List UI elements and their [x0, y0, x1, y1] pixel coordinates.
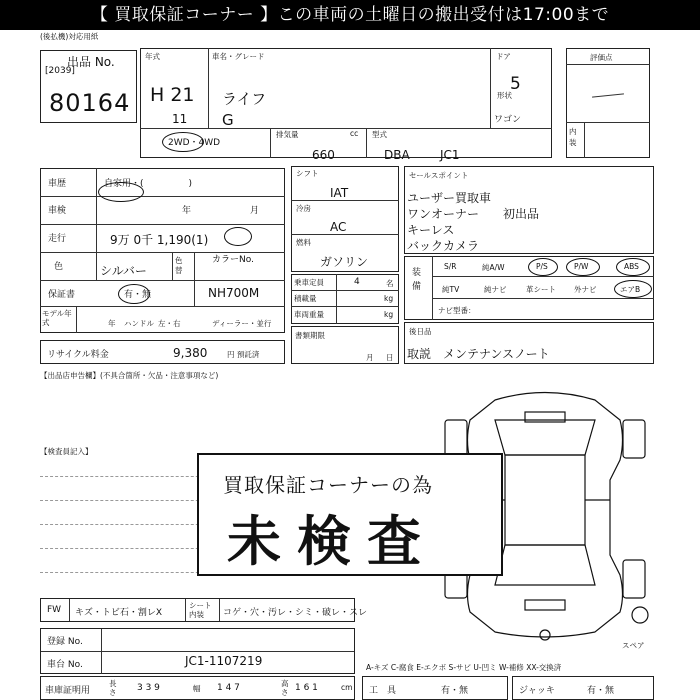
model-code-prefix: DBA: [384, 148, 410, 162]
displacement-value: 660: [312, 148, 335, 162]
equip-alloy: 純A/W: [482, 263, 505, 272]
history-value: 自家用・( ): [104, 179, 193, 189]
model-code-value: JC1: [440, 148, 460, 162]
seller-notes-label: 【出品店申告欄】(不具合箇所・欠品・注意事項など): [40, 371, 219, 380]
width-label: 幅: [193, 684, 201, 693]
stamp-line-1: 買取保証コーナーの為: [223, 473, 433, 497]
spare-label: スペア: [622, 641, 645, 650]
inspection-month: 月: [250, 206, 260, 216]
pw-circle: [566, 258, 600, 276]
mileage-label: 走行: [48, 234, 67, 244]
size-row: [40, 676, 355, 700]
recycle-unit: 円 預託済: [227, 350, 260, 359]
tools-label: 工 具: [369, 686, 397, 696]
model-change-year: 年: [108, 319, 116, 328]
capacity-label: 乗車定員: [294, 278, 324, 287]
drive-circle: [162, 132, 204, 152]
color-change-label: 色替: [175, 256, 183, 275]
reg-no-label: 登録 No.: [47, 637, 83, 647]
load-label: 積載量: [294, 294, 317, 303]
registration-expiry-box: [291, 326, 399, 364]
tools-box: [362, 676, 508, 700]
sales-point-2: ワンオーナー 初出品: [407, 207, 540, 221]
size-unit: cm: [341, 683, 353, 692]
fuel-label: 燃料: [296, 238, 311, 247]
drive-options: 2WD・4WD: [168, 138, 221, 148]
abs-circle: [616, 258, 650, 276]
seat-label: シート内装: [189, 601, 212, 619]
airbag-circle: [614, 280, 652, 298]
weight-unit: kg: [384, 310, 394, 319]
aircon-label: 冷房: [296, 204, 311, 213]
registration-expiry-label: 書類期限: [295, 331, 325, 340]
mileage-value: 9万 0千 1,190(1): [110, 233, 209, 247]
warranty-value: 有・無: [124, 290, 152, 300]
length-label: 長さ: [109, 679, 117, 697]
sales-points-label: セールスポイント: [409, 171, 469, 180]
model-grade: G: [222, 111, 234, 129]
color-value: シルバー: [100, 264, 147, 278]
listing-label: 出品 No.: [67, 55, 115, 69]
sales-point-3: キーレス: [407, 223, 455, 237]
equip-leather: 革シート: [526, 285, 556, 294]
width-value: 1 4 7: [217, 683, 240, 693]
jack-box: [512, 676, 654, 700]
year-era: H 21: [150, 84, 195, 106]
accessories-label: 後日品: [409, 327, 432, 336]
capacity-unit: 名: [386, 279, 394, 288]
chassis-label: 車台 No.: [47, 660, 83, 670]
handle-value: 左・右: [158, 319, 181, 328]
height-value: 1 6 1: [295, 683, 318, 693]
accessories-value: 取説 メンテナンスノート: [407, 347, 550, 361]
height-label: 高さ: [281, 679, 289, 697]
equip-pw: P/W: [574, 262, 589, 271]
equip-ext-nav: 外ナビ: [574, 285, 597, 294]
recycle-box: [40, 340, 285, 364]
not-inspected-stamp: [197, 453, 503, 576]
equip-tv: 純TV: [442, 285, 460, 294]
displacement-unit: cc: [350, 129, 359, 138]
handle-label: ハンドル: [124, 319, 154, 328]
model-name: ライフ: [222, 90, 267, 108]
model-code-label: 型式: [372, 130, 387, 139]
seat-value: コゲ・穴・汚レ・シミ・破レ・スレ: [223, 608, 368, 618]
equip-airbag: エアB: [620, 285, 641, 294]
shift-label: シフト: [296, 169, 319, 178]
sales-point-1: ユーザー買取車: [407, 191, 492, 205]
warranty-label: 保証書: [48, 290, 76, 300]
sales-point-4: バックカメラ: [407, 239, 480, 253]
jack-value: 有・無: [587, 686, 615, 696]
color-code-value: NH700M: [208, 286, 260, 300]
jack-label: ジャッキ: [519, 686, 555, 696]
ps-circle: [528, 258, 558, 276]
header-note: (後払機)対応用紙: [40, 32, 99, 41]
damage-legend: A-キズ C-腐食 E-エクボ S-サビ U-凹ミ W-補修 XX-交換済: [366, 663, 562, 672]
inspection-year: 年: [182, 206, 192, 216]
equip-nav: 純ナビ: [484, 285, 507, 294]
top-banner: 【 買取保証コーナー 】この車両の土曜日の搬出受付は17:00まで: [0, 0, 700, 30]
mileage-circle: [224, 227, 252, 246]
listing-number: 80164: [49, 89, 131, 117]
history-circle: [98, 182, 144, 202]
listing-code: [2039]: [45, 66, 75, 76]
stamp-line-2: 未検査: [227, 510, 437, 573]
tools-value: 有・無: [441, 686, 469, 696]
chassis-value: JC1-1107219: [185, 654, 263, 668]
color-label: 色: [54, 262, 64, 272]
size-label: 車庫証明用: [45, 686, 91, 696]
model-label: 車名・グレード: [212, 52, 265, 61]
accessories-box: [404, 322, 654, 364]
sales-points-box: [404, 166, 654, 254]
interior-label: 内装: [569, 127, 577, 147]
equip-abs: ABS: [624, 262, 639, 271]
recycle-value: 9,380: [173, 346, 208, 360]
color-code-label: カラーNo.: [212, 255, 254, 265]
fuel-value: ガソリン: [320, 255, 369, 269]
length-value: 3 3 9: [137, 683, 160, 693]
shape-value: ワゴン: [494, 115, 522, 125]
shape-label: 形状: [497, 91, 512, 100]
inspection-label: 車検: [48, 206, 67, 216]
history-label: 車歴: [48, 179, 67, 189]
recycle-label: リサイクル料金: [47, 350, 109, 360]
warranty-circle: [118, 284, 150, 304]
listing-box: [40, 50, 137, 123]
shift-value: IAT: [330, 186, 349, 200]
fw-value: キズ・トビ石・割レX: [75, 608, 162, 618]
equipment-label: 装備: [412, 268, 422, 292]
inspector-label: 【検査員記入】: [40, 447, 93, 456]
load-unit: kg: [384, 294, 394, 303]
model-change-label: モデル年式: [42, 309, 72, 327]
year-label: 年式: [145, 52, 160, 61]
equip-sr: S/R: [444, 262, 457, 271]
year-month: 11: [172, 112, 188, 126]
displacement-label: 排気量: [276, 130, 299, 139]
doors-value: 5: [510, 74, 521, 94]
doors-label: ドア: [496, 52, 511, 61]
registration-expiry-month: 月: [366, 353, 374, 362]
aircon-value: AC: [330, 220, 347, 234]
weight-label: 車両重量: [294, 310, 324, 319]
fw-label: FW: [47, 605, 62, 615]
registration-expiry-day: 日: [386, 353, 394, 362]
equip-ps: P/S: [536, 262, 548, 271]
registration-table: [40, 628, 355, 674]
dealer-value: ディーラー・並行: [212, 319, 272, 328]
floor-row: [40, 598, 368, 622]
score-label: 評価点: [590, 53, 613, 62]
nav-model-label: ナビ型番：: [438, 306, 476, 315]
capacity-value: 4: [354, 277, 360, 287]
